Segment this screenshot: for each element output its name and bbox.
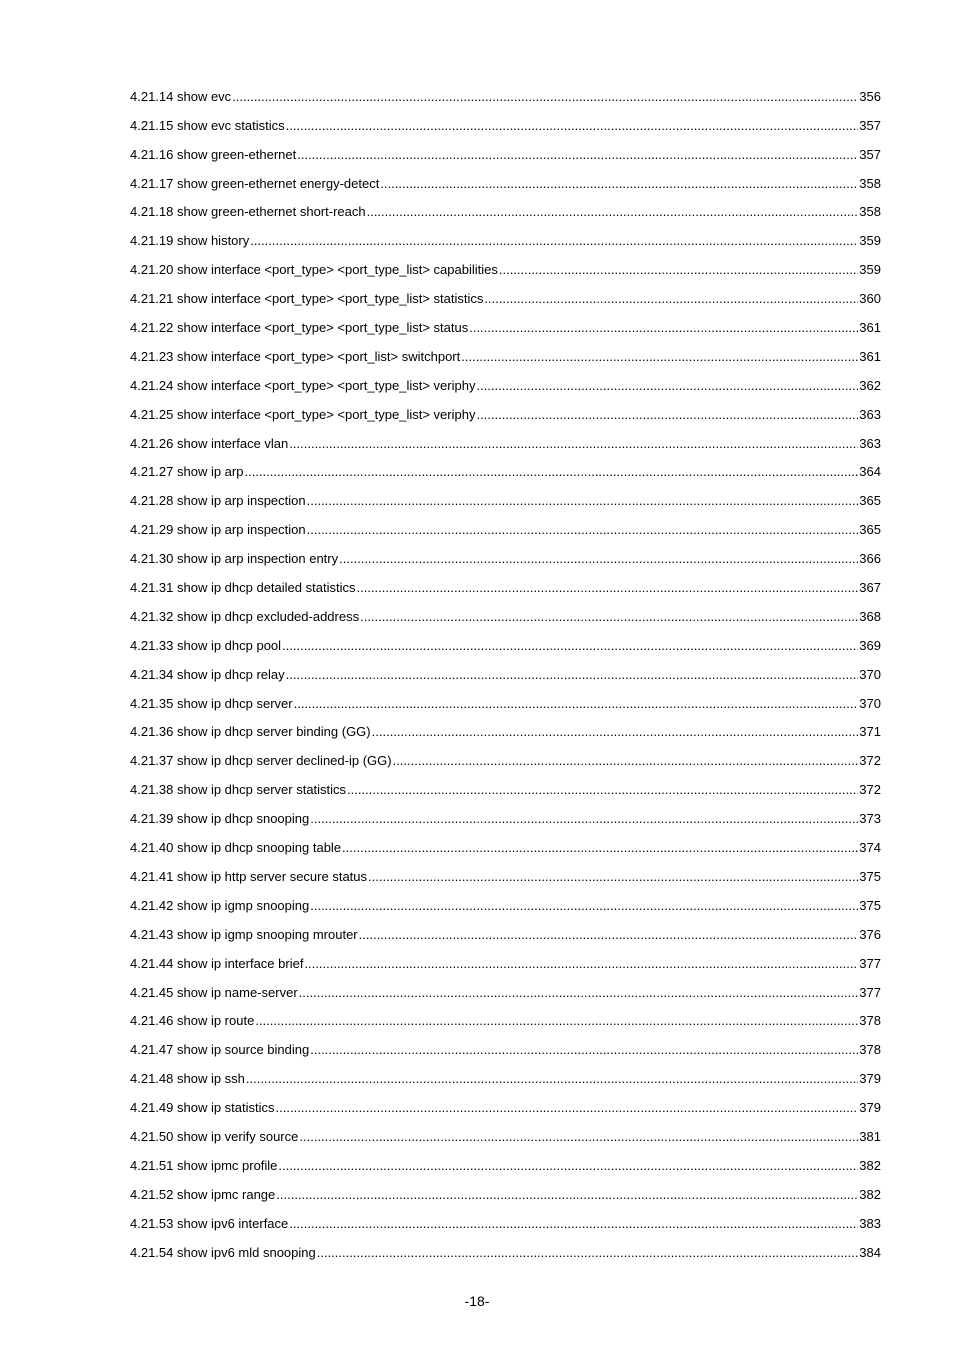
toc-entry-page: 375 xyxy=(859,868,881,884)
toc-entry-title: 4.21.14 show evc xyxy=(130,88,232,104)
toc-entry-page: 359 xyxy=(859,233,881,249)
toc-dot-leader xyxy=(476,376,858,396)
toc-entry[interactable] xyxy=(130,425,881,454)
toc-dot-leader xyxy=(339,549,858,569)
toc-entry[interactable] xyxy=(130,222,881,251)
toc-entry-title: 4.21.30 show ip arp inspection entry xyxy=(130,551,339,567)
toc-entry-page: 362 xyxy=(859,377,881,393)
toc-entry[interactable] xyxy=(130,78,881,107)
toc-entry-title: 4.21.22 show interface <port_type> <port_type_list> status xyxy=(130,320,469,336)
toc-entry-page: 356 xyxy=(859,88,881,104)
toc-entry[interactable] xyxy=(130,309,881,338)
toc-entry[interactable] xyxy=(130,1176,881,1205)
toc-entry-page: 363 xyxy=(859,435,881,451)
toc-entry[interactable] xyxy=(130,1031,881,1060)
toc-entry[interactable] xyxy=(130,627,881,656)
toc-dot-leader xyxy=(307,520,859,540)
toc-entry[interactable] xyxy=(130,136,881,165)
toc-entry-page: 382 xyxy=(859,1186,881,1202)
toc-dot-leader xyxy=(255,1011,858,1031)
toc-dot-leader xyxy=(246,1069,858,1089)
toc-entry[interactable] xyxy=(130,338,881,367)
toc-entry-page: 375 xyxy=(859,897,881,913)
toc-entry-title: 4.21.42 show ip igmp snooping xyxy=(130,897,310,913)
toc-dot-leader xyxy=(278,1156,858,1176)
toc-entry-title: 4.21.39 show ip dhcp snooping xyxy=(130,811,310,827)
toc-entry[interactable] xyxy=(130,1147,881,1176)
toc-dot-leader xyxy=(286,116,859,136)
toc-entry-title: 4.21.51 show ipmc profile xyxy=(130,1157,278,1173)
toc-dot-leader xyxy=(347,780,858,800)
toc-entry[interactable] xyxy=(130,367,881,396)
toc-entry-page: 379 xyxy=(859,1100,881,1116)
toc-entry-title: 4.21.25 show interface <port_type> <port_type_list> veriphy xyxy=(130,406,476,422)
toc-entry[interactable] xyxy=(130,251,881,280)
toc-entry-page: 371 xyxy=(859,724,881,740)
toc-dot-leader xyxy=(368,867,858,887)
toc-entry-title: 4.21.26 show interface vlan xyxy=(130,435,289,451)
toc-dot-leader xyxy=(307,491,859,511)
toc-entry-page: 363 xyxy=(859,406,881,422)
toc-entry-title: 4.21.28 show ip arp inspection xyxy=(130,493,306,509)
toc-entry-page: 378 xyxy=(859,1013,881,1029)
toc-dot-leader xyxy=(360,607,858,627)
toc-entry[interactable] xyxy=(130,887,881,916)
toc-entry-page: 364 xyxy=(859,464,881,480)
toc-dot-leader xyxy=(359,925,859,945)
toc-entry-title: 4.21.29 show ip arp inspection xyxy=(130,522,306,538)
toc-entry-page: 359 xyxy=(859,262,881,278)
toc-entry-title: 4.21.38 show ip dhcp server statistics xyxy=(130,782,347,798)
toc-entry-page: 376 xyxy=(859,926,881,942)
toc-entry[interactable] xyxy=(130,771,881,800)
toc-entry-title: 4.21.48 show ip ssh xyxy=(130,1071,245,1087)
toc-entry-title: 4.21.49 show ip statistics xyxy=(130,1100,275,1116)
toc-entry[interactable] xyxy=(130,569,881,598)
toc-entry[interactable] xyxy=(130,1234,881,1263)
toc-entry-title: 4.21.53 show ipv6 interface xyxy=(130,1215,289,1231)
toc-entry-title: 4.21.40 show ip dhcp snooping table xyxy=(130,840,342,856)
toc-entry[interactable] xyxy=(130,1089,881,1118)
toc-entry[interactable] xyxy=(130,742,881,771)
toc-dot-leader xyxy=(286,665,859,685)
toc-entry-title: 4.21.41 show ip http server secure status xyxy=(130,868,368,884)
toc-entry[interactable] xyxy=(130,194,881,223)
toc-entry-title: 4.21.43 show ip igmp snooping mrouter xyxy=(130,926,358,942)
toc-entry-page: 370 xyxy=(859,666,881,682)
toc-entry-page: 373 xyxy=(859,811,881,827)
toc-entry-title: 4.21.37 show ip dhcp server declined-ip (GG) xyxy=(130,753,392,769)
toc-entry-page: 370 xyxy=(859,695,881,711)
toc-entry-page: 372 xyxy=(859,753,881,769)
toc-dot-leader xyxy=(499,260,858,280)
toc-dot-leader xyxy=(310,1040,858,1060)
toc-entry-title: 4.21.33 show ip dhcp pool xyxy=(130,637,282,653)
toc-entry-title: 4.21.15 show evc statistics xyxy=(130,117,285,133)
toc-dot-leader xyxy=(250,231,858,251)
toc-entry[interactable] xyxy=(130,685,881,714)
toc-dot-leader xyxy=(310,809,858,829)
toc-dot-leader xyxy=(289,434,858,454)
toc-entry-page: 378 xyxy=(859,1042,881,1058)
toc-entry-title: 4.21.16 show green-ethernet xyxy=(130,146,297,162)
toc-entry[interactable] xyxy=(130,540,881,569)
toc-entry-page: 358 xyxy=(859,204,881,220)
toc-entry-title: 4.21.35 show ip dhcp server xyxy=(130,695,293,711)
toc-dot-leader xyxy=(484,289,858,309)
toc-dot-leader xyxy=(276,1185,858,1205)
toc-entry-page: 384 xyxy=(859,1244,881,1260)
table-of-contents xyxy=(130,78,881,1263)
toc-dot-leader xyxy=(310,896,858,916)
toc-entry-page: 377 xyxy=(859,984,881,1000)
toc-entry[interactable] xyxy=(130,482,881,511)
toc-entry-title: 4.21.20 show interface <port_type> <port_type_list> capabilities xyxy=(130,262,498,278)
toc-entry[interactable] xyxy=(130,916,881,945)
toc-dot-leader xyxy=(299,983,859,1003)
toc-entry-title: 4.21.21 show interface <port_type> <port_type_list> statistics xyxy=(130,291,484,307)
toc-entry[interactable] xyxy=(130,1205,881,1234)
toc-entry-title: 4.21.54 show ipv6 mld snooping xyxy=(130,1244,316,1260)
toc-entry-title: 4.21.34 show ip dhcp relay xyxy=(130,666,285,682)
toc-entry-page: 357 xyxy=(859,146,881,162)
toc-entry-title: 4.21.47 show ip source binding xyxy=(130,1042,310,1058)
toc-entry-page: 382 xyxy=(859,1157,881,1173)
toc-entry-page: 379 xyxy=(859,1071,881,1087)
toc-entry-page: 369 xyxy=(859,637,881,653)
toc-entry-title: 4.21.32 show ip dhcp excluded-address xyxy=(130,608,360,624)
toc-entry-page: 374 xyxy=(859,840,881,856)
toc-entry-page: 377 xyxy=(859,955,881,971)
toc-dot-leader xyxy=(461,347,858,367)
toc-dot-leader xyxy=(367,202,859,222)
toc-entry[interactable] xyxy=(130,1060,881,1089)
toc-entry[interactable] xyxy=(130,454,881,483)
toc-dot-leader xyxy=(469,318,858,338)
toc-dot-leader xyxy=(232,87,858,107)
toc-entry[interactable] xyxy=(130,714,881,743)
toc-entry-title: 4.21.45 show ip name-server xyxy=(130,984,298,1000)
toc-entry-page: 361 xyxy=(859,320,881,336)
toc-entry-title: 4.21.17 show green-ethernet energy-detect xyxy=(130,175,380,191)
toc-dot-leader xyxy=(299,1127,858,1147)
toc-entry[interactable] xyxy=(130,396,881,425)
toc-entry-title: 4.21.36 show ip dhcp server binding (GG) xyxy=(130,724,371,740)
toc-dot-leader xyxy=(297,145,858,165)
toc-entry[interactable] xyxy=(130,107,881,136)
toc-entry-title: 4.21.52 show ipmc range xyxy=(130,1186,276,1202)
toc-entry[interactable] xyxy=(130,1118,881,1147)
toc-entry-page: 357 xyxy=(859,117,881,133)
toc-entry-page: 381 xyxy=(859,1128,881,1144)
toc-entry[interactable] xyxy=(130,280,881,309)
toc-entry-page: 365 xyxy=(859,522,881,538)
toc-entry-page: 361 xyxy=(859,348,881,364)
toc-entry-title: 4.21.24 show interface <port_type> <port_type_list> veriphy xyxy=(130,377,476,393)
toc-entry[interactable] xyxy=(130,829,881,858)
toc-entry-page: 383 xyxy=(859,1215,881,1231)
toc-dot-leader xyxy=(276,1098,859,1118)
toc-entry[interactable] xyxy=(130,945,881,974)
toc-entry-title: 4.21.23 show interface <port_type> <port_list> switchport xyxy=(130,348,461,364)
toc-entry-title: 4.21.27 show ip arp xyxy=(130,464,244,480)
toc-entry-page: 365 xyxy=(859,493,881,509)
toc-entry-title: 4.21.19 show history xyxy=(130,233,250,249)
toc-entry-title: 4.21.18 show green-ethernet short-reach xyxy=(130,204,366,220)
toc-entry[interactable] xyxy=(130,800,881,829)
toc-dot-leader xyxy=(282,636,858,656)
toc-dot-leader xyxy=(476,405,858,425)
toc-dot-leader xyxy=(380,174,858,194)
toc-entry[interactable] xyxy=(130,656,881,685)
toc-dot-leader xyxy=(294,694,859,714)
toc-entry-title: 4.21.31 show ip dhcp detailed statistics xyxy=(130,580,356,596)
toc-dot-leader xyxy=(289,1214,858,1234)
toc-entry-page: 368 xyxy=(859,608,881,624)
toc-dot-leader xyxy=(393,751,859,771)
toc-entry-title: 4.21.44 show ip interface brief xyxy=(130,955,304,971)
toc-entry-page: 367 xyxy=(859,580,881,596)
toc-dot-leader xyxy=(372,722,859,742)
toc-entry-page: 372 xyxy=(859,782,881,798)
toc-entry-page: 366 xyxy=(859,551,881,567)
toc-entry[interactable] xyxy=(130,858,881,887)
toc-entry[interactable] xyxy=(130,511,881,540)
toc-dot-leader xyxy=(317,1243,859,1263)
toc-dot-leader xyxy=(356,578,858,598)
toc-dot-leader xyxy=(342,838,858,858)
toc-dot-leader xyxy=(304,954,858,974)
toc-entry-title: 4.21.50 show ip verify source xyxy=(130,1128,299,1144)
toc-entry[interactable] xyxy=(130,974,881,1003)
toc-entry[interactable] xyxy=(130,598,881,627)
toc-entry[interactable] xyxy=(130,1003,881,1032)
page-number: -18- xyxy=(464,1293,490,1309)
toc-entry-title: 4.21.46 show ip route xyxy=(130,1013,255,1029)
toc-entry[interactable] xyxy=(130,165,881,194)
toc-entry-page: 358 xyxy=(859,175,881,191)
toc-entry-page: 360 xyxy=(859,291,881,307)
toc-dot-leader xyxy=(244,462,858,482)
